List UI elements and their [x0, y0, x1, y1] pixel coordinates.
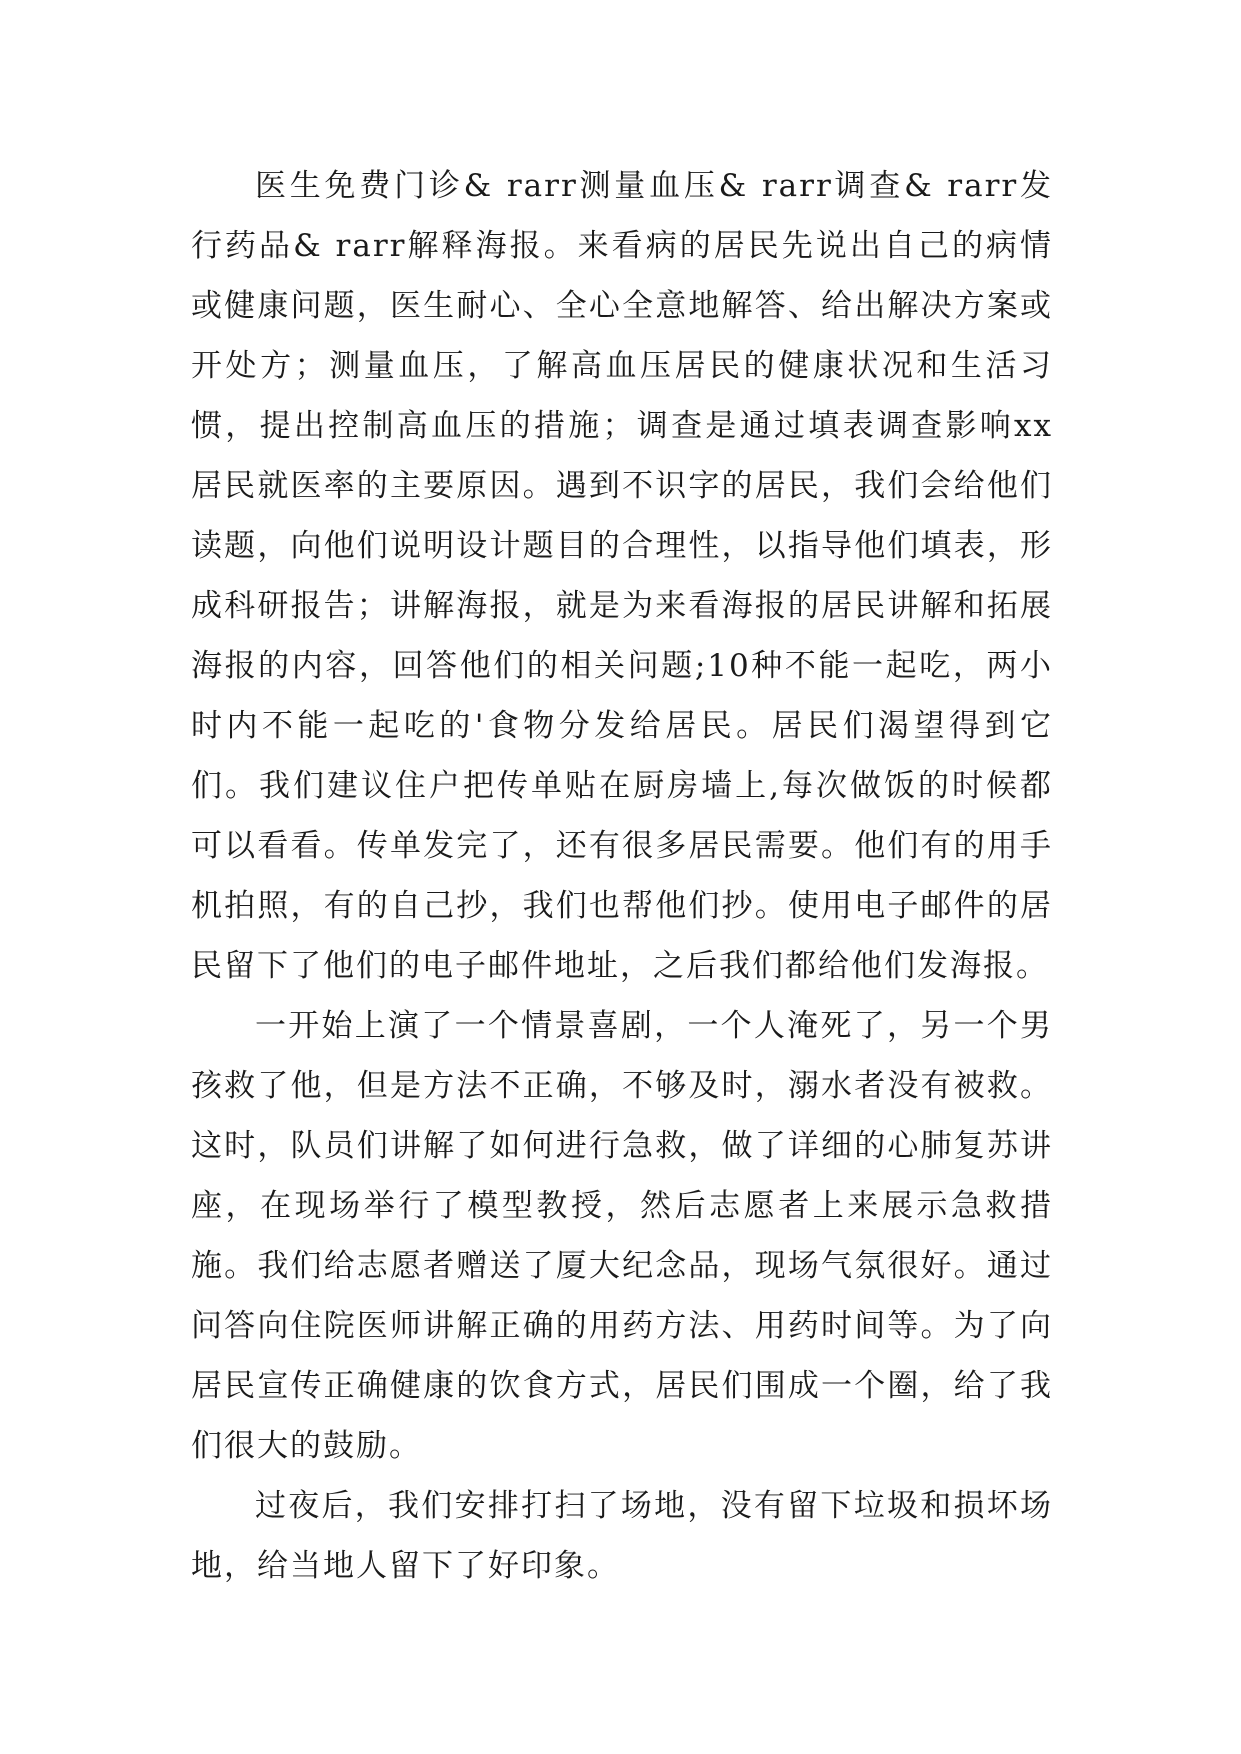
paragraph-3: 过夜后，我们安排打扫了场地，没有留下垃圾和损坏场地，给当地人留下了好印象。 [191, 1488, 1053, 1584]
paragraph-1: 医生免费门诊& rarr测量血压& rarr调查& rarr发行药品& rarr解释海报。来看病的居民先说出自己的病情或健康问题，医生耐心、全心全意地解答、给出解决方案或开处方；测量血压，了解高血压居民的健康状况和生活习惯，提出控制高血压的措施；调查是通过填表调查影响xx居民就医率的主要原因。遇到不识字的居民，我们会给他们读题，向他们说明设计题目的合理性，以指导他们填表，形成科研报告；讲解海报，就是为来看海报的居民讲解和拓展海报的内容，回答他们的相关问题;10种不能一起吃，两小时内不能一起吃的'食物分发给居民。居民们渴望得到它们。我们建议住户把传单贴在厨房墙上,每次做饭的时候都可以看看。传单发完了，还有很多居民需要。他们有的用手机拍照，有的自己抄，我们也帮他们抄。使用电子邮件的居民留下了他们的电子邮件地址，之后我们都给他们发海报。 [191, 168, 1053, 984]
paragraph-2: 一开始上演了一个情景喜剧，一个人淹死了，另一个男孩救了他，但是方法不正确，不够及时，溺水者没有被救。这时，队员们讲解了如何进行急救，做了详细的心肺复苏讲座，在现场举行了模型教授，然后志愿者上来展示急救措施。我们给志愿者赠送了厦大纪念品，现场气氛很好。通过问答向住院医师讲解正确的用药方法、用药时间等。为了向居民宣传正确健康的饮食方式，居民们围成一个圈，给了我们很大的鼓励。 [191, 1008, 1053, 1464]
document-body [191, 156, 1053, 1596]
